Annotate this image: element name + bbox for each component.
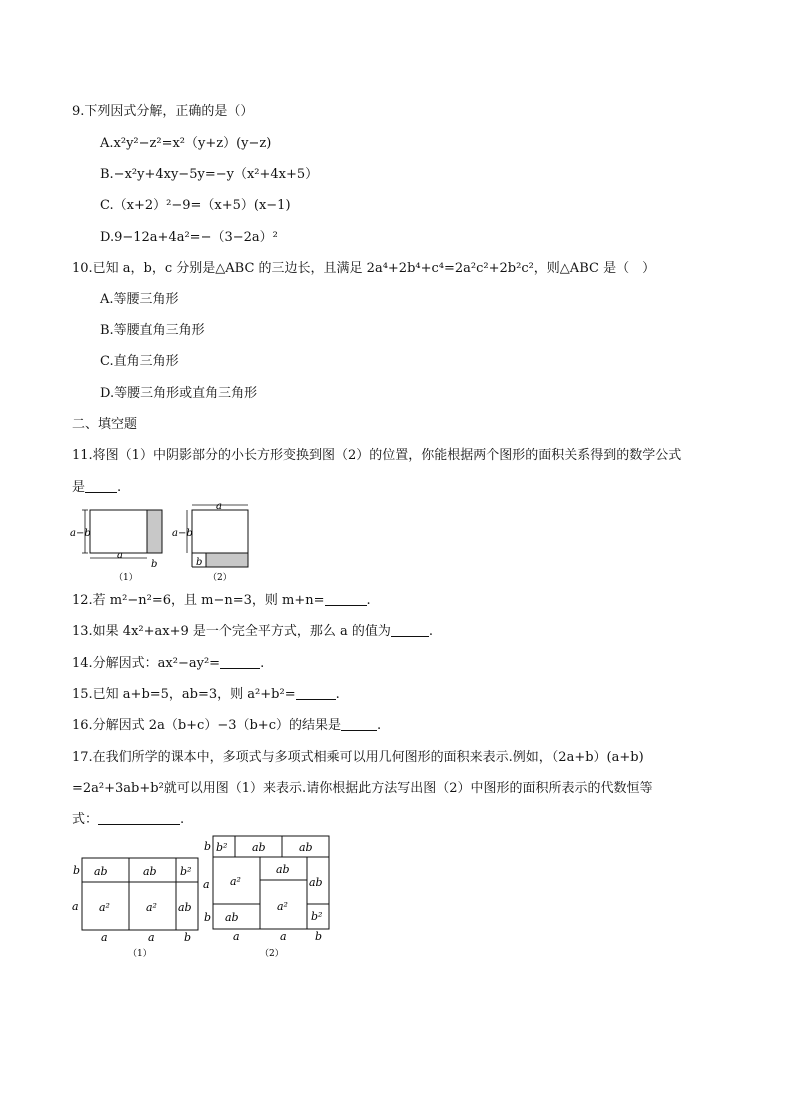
answer-blank[interactable] <box>391 624 429 637</box>
q17-figure-2 <box>203 836 329 959</box>
cell-a-squared: a² <box>230 875 241 888</box>
cell-b-squared: b² <box>216 841 228 854</box>
label-a-minus-b: a−b <box>70 528 91 539</box>
side-label-a: a <box>72 900 79 913</box>
q10-option-c: C.直角三角形 <box>100 354 179 369</box>
bottom-label-a: a <box>280 930 287 943</box>
answer-blank[interactable] <box>220 656 260 669</box>
side-label-b: b <box>204 911 212 924</box>
cell-ab: ab <box>252 841 266 854</box>
label-a-minus-b: a−b <box>172 528 193 539</box>
period: . <box>428 624 434 639</box>
cell-a-squared: a² <box>99 901 110 914</box>
side-label-b: b <box>73 864 81 877</box>
cell-ab: ab <box>178 901 192 914</box>
bottom-label-b: b <box>315 930 323 943</box>
q12-text <box>72 592 371 610</box>
period: . <box>335 687 340 702</box>
figure-caption-2: （2） <box>208 573 232 583</box>
q15-prompt: 15.已知 a+b=5，ab=3，则 a²+b²= <box>72 687 296 702</box>
period: . <box>260 656 265 671</box>
q9-option-a: A.x²y²−z²=x²（y+z）(y−z) <box>100 136 272 151</box>
period: . <box>366 593 371 608</box>
cell-a-squared: a² <box>277 900 288 913</box>
bottom-label-a: a <box>101 931 108 944</box>
bottom-label-a: a <box>233 930 240 943</box>
q10-option-a: A.等腰三角形 <box>100 292 179 307</box>
q17-figure <box>68 832 338 962</box>
q12-prompt: 12.若 m²−n²=6，且 m−n=3，则 m+n= <box>72 593 325 608</box>
side-label-b: b <box>204 840 212 853</box>
cell-ab: ab <box>299 841 313 854</box>
q13-prompt: 13.如果 4x²+ax+9 是一个完全平方式，那么 a 的值为 <box>72 624 391 639</box>
q11-figure <box>70 500 270 585</box>
label-b: b <box>151 559 158 570</box>
cell-ab: ab <box>225 911 239 924</box>
bottom-label-b: b <box>184 931 192 944</box>
label-a: a <box>216 501 222 512</box>
period: . <box>376 718 382 733</box>
cell-b-squared: b² <box>180 865 192 878</box>
q13-text <box>72 623 433 641</box>
figure-caption-1: （1） <box>128 949 152 959</box>
label-a: a <box>117 550 123 561</box>
answer-blank[interactable] <box>341 718 377 731</box>
q9-option-d: D.9−12a+4a²=−（3−2a）² <box>100 230 278 245</box>
q9-option-c: C.（x+2）²−9=（x+5）(x−1) <box>100 198 291 213</box>
q14-prompt: 14.分解因式：ax²−ay²= <box>72 656 221 671</box>
answer-blank[interactable] <box>296 687 336 700</box>
answer-blank[interactable] <box>325 593 367 606</box>
cell-ab: ab <box>94 865 108 878</box>
cell-ab: ab <box>309 876 323 889</box>
answer-blank[interactable] <box>85 480 117 493</box>
cell-ab: ab <box>143 865 157 878</box>
q17-figure-1 <box>72 858 198 959</box>
bottom-label-a: a <box>148 931 155 944</box>
section-heading: 二、填空题 <box>72 417 138 432</box>
q9-option-b: B.−x²y+4xy−5y=−y（x²+4x+5） <box>100 167 319 182</box>
q17-text-line3 <box>72 811 184 829</box>
period: . <box>117 480 122 495</box>
q9-stem: 9.下列因式分解，正确的是（） <box>72 104 254 119</box>
q17-text-line1: 17.在我们所学的课本中，多项式与多项式相乘可以用几何图形的面积来表示.例如，（2a+b）(a+b) <box>72 750 644 765</box>
q17-text-line2: =2a²+3ab+b²就可以用图（1）来表示.请你根据此方法写出图（2）中图形的面积所表示的代数恒等 <box>72 781 653 796</box>
q11-text-line1: 11.将图（1）中阴影部分的小长方形变换到图（2）的位置，你能根据两个图形的面积关系得到的数学公式 <box>72 448 682 463</box>
cell-ab: ab <box>276 863 290 876</box>
q10-option-d: D.等腰三角形或直角三角形 <box>100 386 258 401</box>
q11-figure-2 <box>172 501 248 583</box>
q11-text-line2 <box>72 479 121 497</box>
q15-text <box>72 686 340 704</box>
q11-text-prefix: 是 <box>72 480 86 495</box>
q10-option-b: B.等腰直角三角形 <box>100 323 205 338</box>
q11-figure-1 <box>70 510 162 583</box>
answer-blank[interactable] <box>98 812 180 825</box>
q16-prompt: 16.分解因式 2a（b+c）−3（b+c）的结果是 <box>72 718 341 733</box>
figure-caption-1: （1） <box>114 573 138 583</box>
q14-text <box>72 655 264 673</box>
period: . <box>180 812 185 827</box>
label-b: b <box>196 557 203 568</box>
cell-a-squared: a² <box>146 901 157 914</box>
side-label-a: a <box>203 878 210 891</box>
q10-stem: 10.已知 a，b，c 分别是△ABC 的三边长，且满足 2a⁴+2b⁴+c⁴=2a²c²+2b²c²，则△ABC 是（ ） <box>72 261 656 276</box>
figure-caption-2: （2） <box>260 949 284 959</box>
q16-text <box>72 717 381 735</box>
q17-prefix: 式： <box>72 812 99 827</box>
cell-b-squared: b² <box>311 910 323 923</box>
